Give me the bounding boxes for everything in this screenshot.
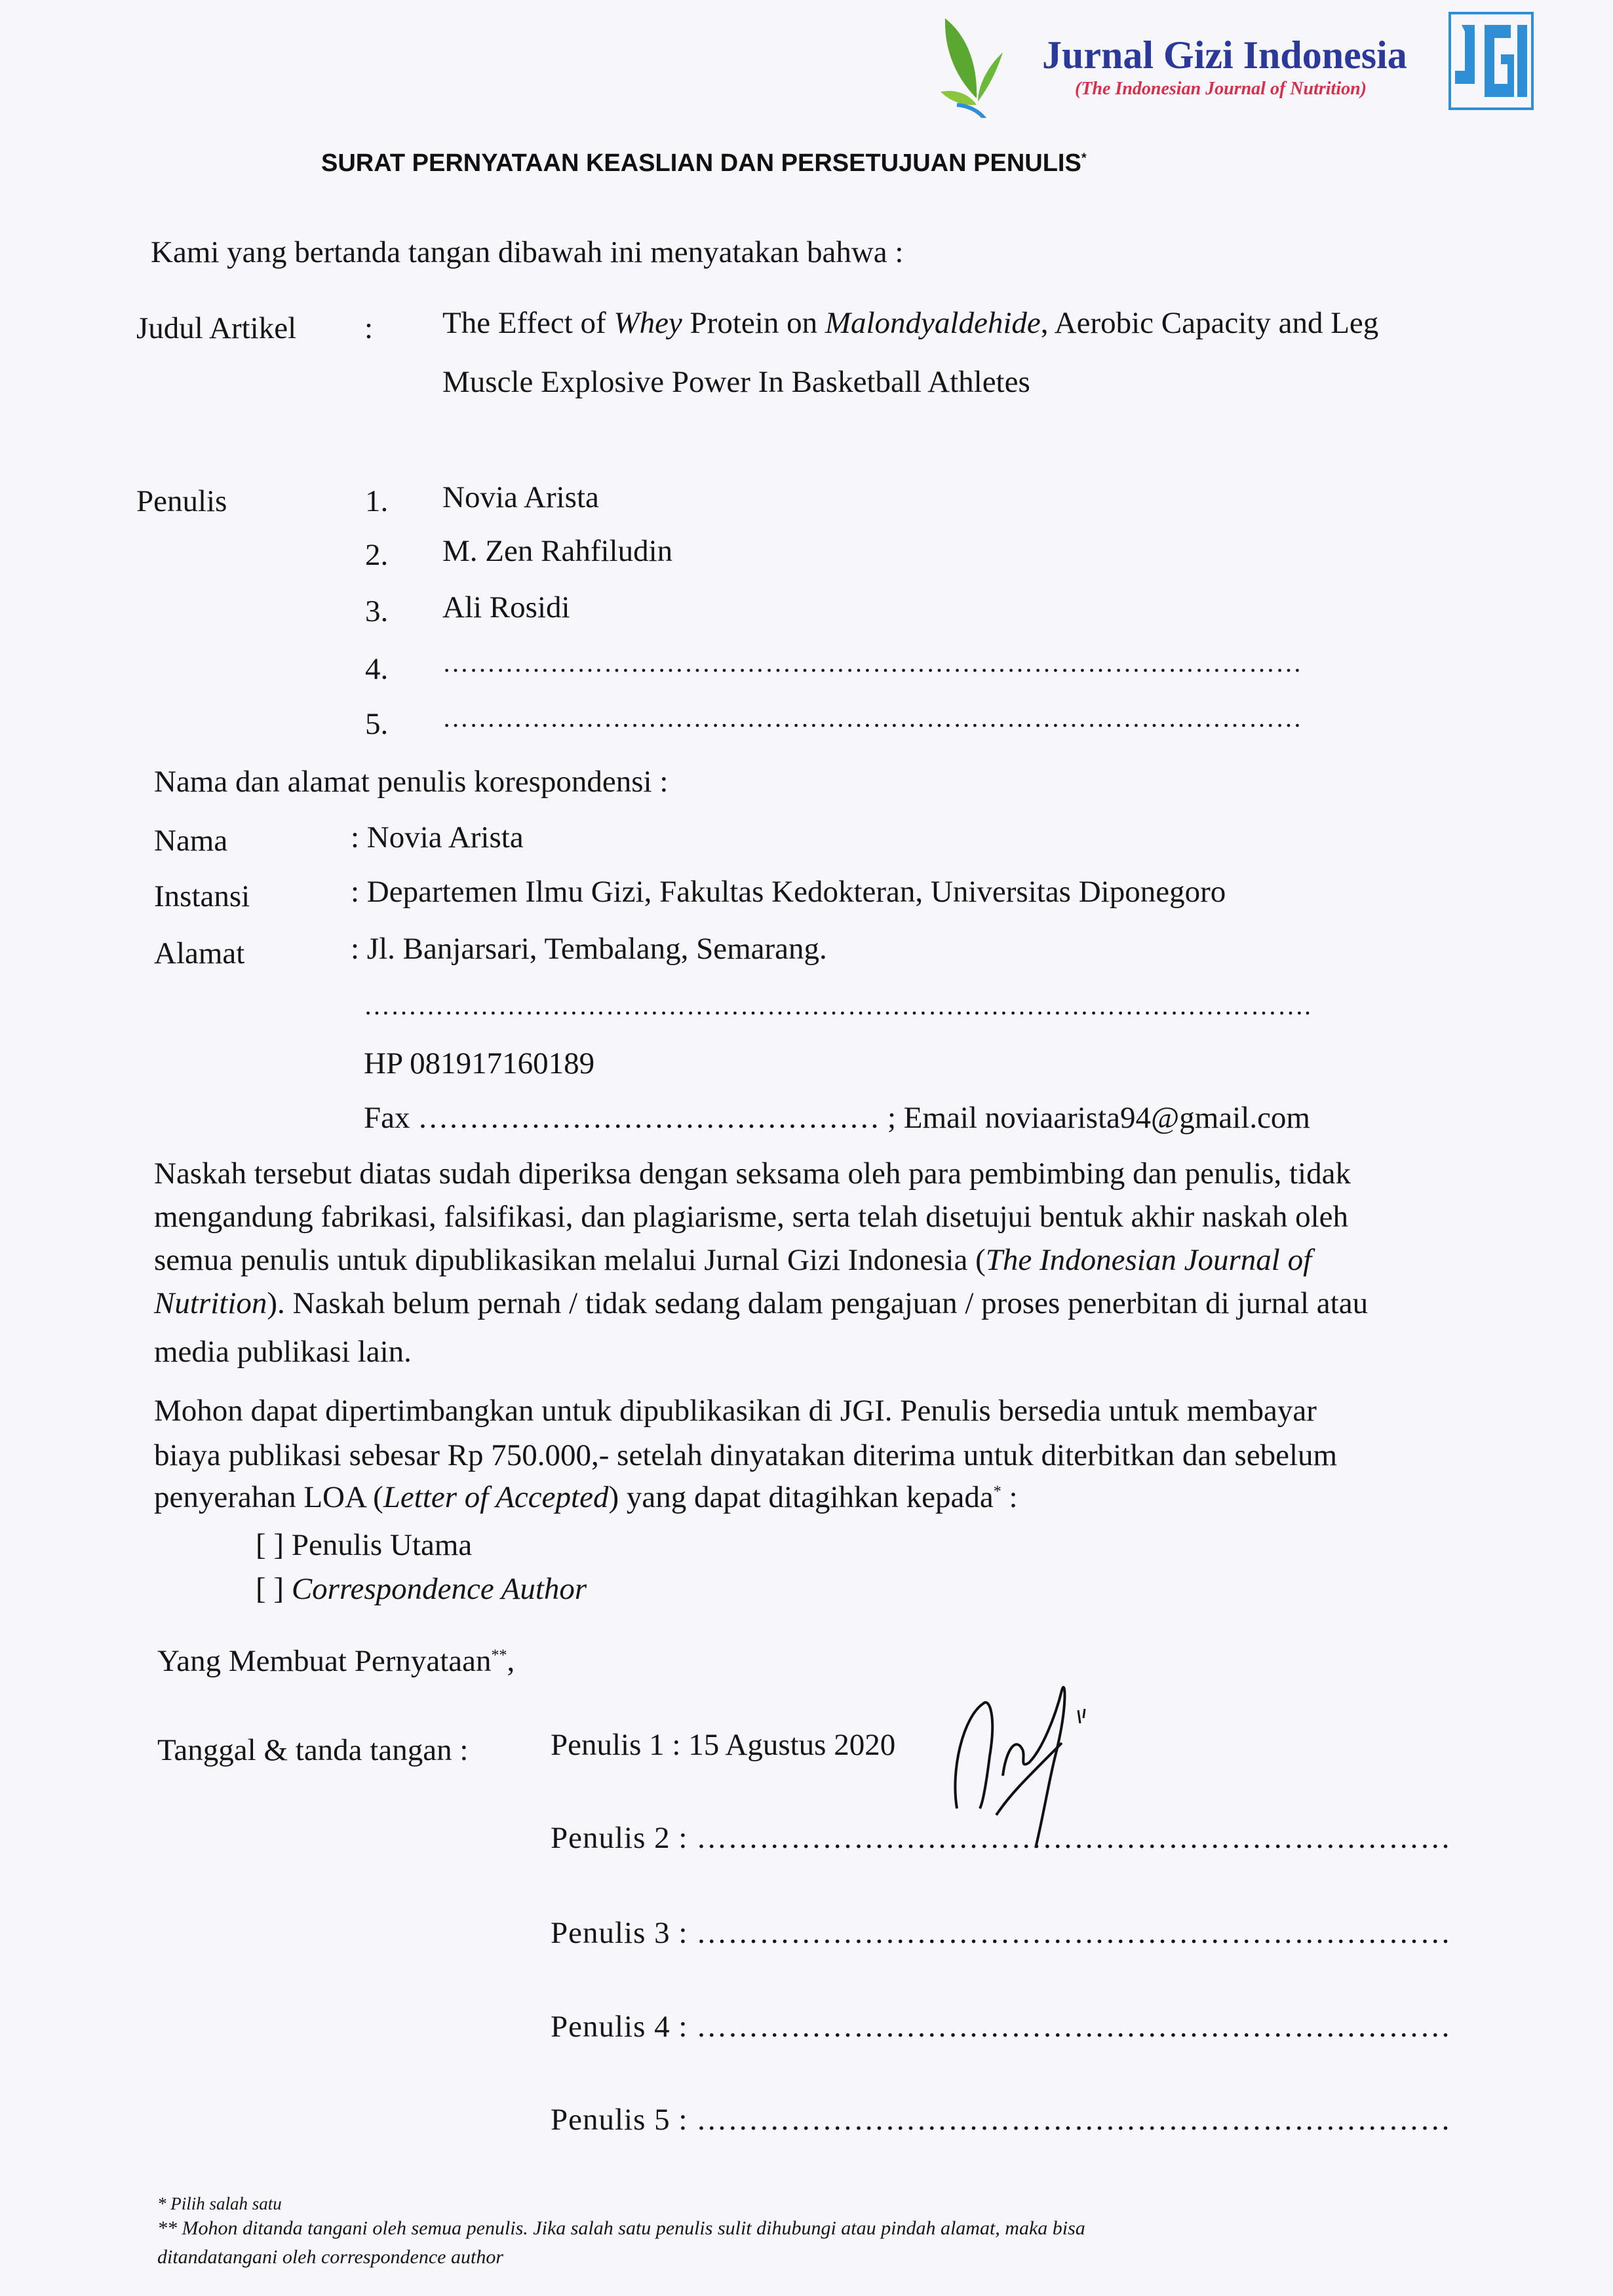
intro-text: Kami yang bertanda tangan dibawah ini menyatakan bahwa : <box>151 235 904 269</box>
paragraph-line: Naskah tersebut diatas sudah diperiksa dengan seksama oleh para pembimbing dan penulis, tidak <box>154 1157 1351 1191</box>
text-run: ). Naskah belum pernah / tidak sedang dalam pengajuan / proses penerbitan di jurnal atau <box>267 1286 1369 1320</box>
title-part-italic: Malondyaldehide <box>825 306 1041 340</box>
footnote-3: ditandatangani oleh correspondence author <box>157 2246 503 2268</box>
text-run: ) yang dapat ditagihkan kepada <box>608 1480 994 1514</box>
document-heading <box>321 149 1087 178</box>
article-title-line2: Muscle Explosive Power In Basketball Athletes <box>442 365 1030 399</box>
author-name: M. Zen Rahfiludin <box>442 534 673 568</box>
option-label: Penulis Utama <box>291 1528 473 1562</box>
journal-subtitle: (The Indonesian Journal of Nutrition) <box>1075 79 1367 99</box>
authors-label: Penulis <box>136 484 227 518</box>
address-value: : Jl. Banjarsari, Tembalang, Semarang. <box>351 932 827 966</box>
title-part: The Effect of <box>442 306 614 340</box>
text-run: semua penulis untuk dipublikasikan melalui Jurnal Gizi Indonesia ( <box>154 1243 986 1277</box>
address-line2-field[interactable]: ……………………………………………………………………………………………. <box>364 991 1312 1020</box>
paragraph-line: Mohon dapat dipertimbangkan untuk dipublikasikan di JGI. Penulis bersedia untuk membayar <box>154 1394 1317 1428</box>
text-run-italic: Nutrition <box>154 1286 267 1320</box>
text-run: : <box>1001 1480 1018 1514</box>
title-part-italic: Whey <box>613 306 682 340</box>
footnote-1: * Pilih salah satu <box>157 2194 282 2213</box>
option-correspondence-author[interactable] <box>256 1574 587 1605</box>
footnote-mark: ** <box>491 1647 507 1664</box>
paragraph-line <box>154 1288 1368 1319</box>
text-run-italic: The Indonesian Journal of <box>985 1243 1312 1277</box>
article-label: Judul Artikel <box>136 311 297 345</box>
article-title-line1 <box>442 308 1378 339</box>
checkbox-icon[interactable]: [ ] <box>256 1528 284 1562</box>
checkbox-icon[interactable]: [ ] <box>256 1572 284 1606</box>
signature-row-4[interactable]: Penulis 4 : ……………………………………………………………… <box>551 2010 1452 2044</box>
footnote-2: ** Mohon ditanda tangani oleh semua penulis. Jika salah satu penulis sulit dihubungi atau pindah alamat, maka bisa <box>157 2217 1085 2239</box>
paragraph-line: biaya publikasi sebesar Rp 750.000,- setelah dinyatakan diterima untuk diterbitkan dan sebelum <box>154 1438 1338 1472</box>
text-run-italic: Letter of Accepted <box>383 1480 609 1514</box>
address-label: Alamat <box>154 936 245 970</box>
title-part: , Aerobic Capacity and Leg <box>1040 306 1379 340</box>
hp-number: HP 081917160189 <box>364 1046 595 1081</box>
option-penulis-utama[interactable] <box>256 1530 472 1561</box>
paragraph-line: mengandung fabrikasi, falsifikasi, dan plagiarisme, serta telah disetujui bentuk akhir naskah oleh <box>154 1200 1349 1234</box>
closing-text <box>157 1646 515 1677</box>
institution-label: Instansi <box>154 879 250 913</box>
leaf-logo-icon <box>937 13 1009 118</box>
article-colon: : <box>364 311 374 345</box>
closing-label: Yang Membuat Pernyataan <box>157 1644 492 1678</box>
journal-name: Jurnal Gizi Indonesia <box>1042 33 1407 77</box>
heading-text: SURAT PERNYATAAN KEASLIAN DAN PERSETUJUAN PENULIS <box>321 149 1081 177</box>
signature-row-3[interactable]: Penulis 3 : ……………………………………………………………… <box>551 1916 1452 1950</box>
author-name: Novia Arista <box>442 480 599 514</box>
institution-value: : Departemen Ilmu Gizi, Fakultas Kedokteran, Universitas Diponegoro <box>351 875 1226 909</box>
author-number: 1. <box>365 484 389 518</box>
name-label: Nama <box>154 824 228 858</box>
text-run: penyerahan LOA ( <box>154 1480 383 1514</box>
author-number: 4. <box>365 652 389 686</box>
paragraph-line: media publikasi lain. <box>154 1335 412 1369</box>
footnote-mark: * <box>993 1483 1001 1501</box>
signature-row-1: Penulis 1 : 15 Agustus 2020 <box>551 1728 896 1762</box>
title-part: Protein on <box>682 306 825 340</box>
closing-comma: , <box>507 1644 515 1678</box>
signature-row-2[interactable]: Penulis 2 : ……………………………………………………………… <box>551 1821 1452 1855</box>
correspondence-heading: Nama dan alamat penulis korespondensi : <box>154 765 669 799</box>
jgi-logo-icon <box>1448 12 1534 110</box>
author-name: Ali Rosidi <box>442 590 570 624</box>
author-blank-field[interactable]: …………………………………………………………………………………… <box>442 703 1302 733</box>
paragraph-line <box>154 1482 1018 1513</box>
signature-row-5[interactable]: Penulis 5 : ……………………………………………………………… <box>551 2103 1452 2137</box>
author-number: 3. <box>365 594 389 628</box>
author-number: 5. <box>365 707 389 741</box>
author-number: 2. <box>365 538 389 572</box>
option-label: Correspondence Author <box>291 1572 587 1606</box>
fax-email: Fax ……………………………………… ; Email noviaarista94@gmail.com <box>364 1101 1310 1135</box>
name-value: : Novia Arista <box>351 820 524 854</box>
paragraph-line <box>154 1245 1312 1276</box>
heading-footnote-mark: * <box>1081 151 1087 166</box>
author-blank-field[interactable]: …………………………………………………………………………………… <box>442 648 1302 678</box>
signature-label: Tanggal & tanda tangan : <box>157 1733 469 1767</box>
